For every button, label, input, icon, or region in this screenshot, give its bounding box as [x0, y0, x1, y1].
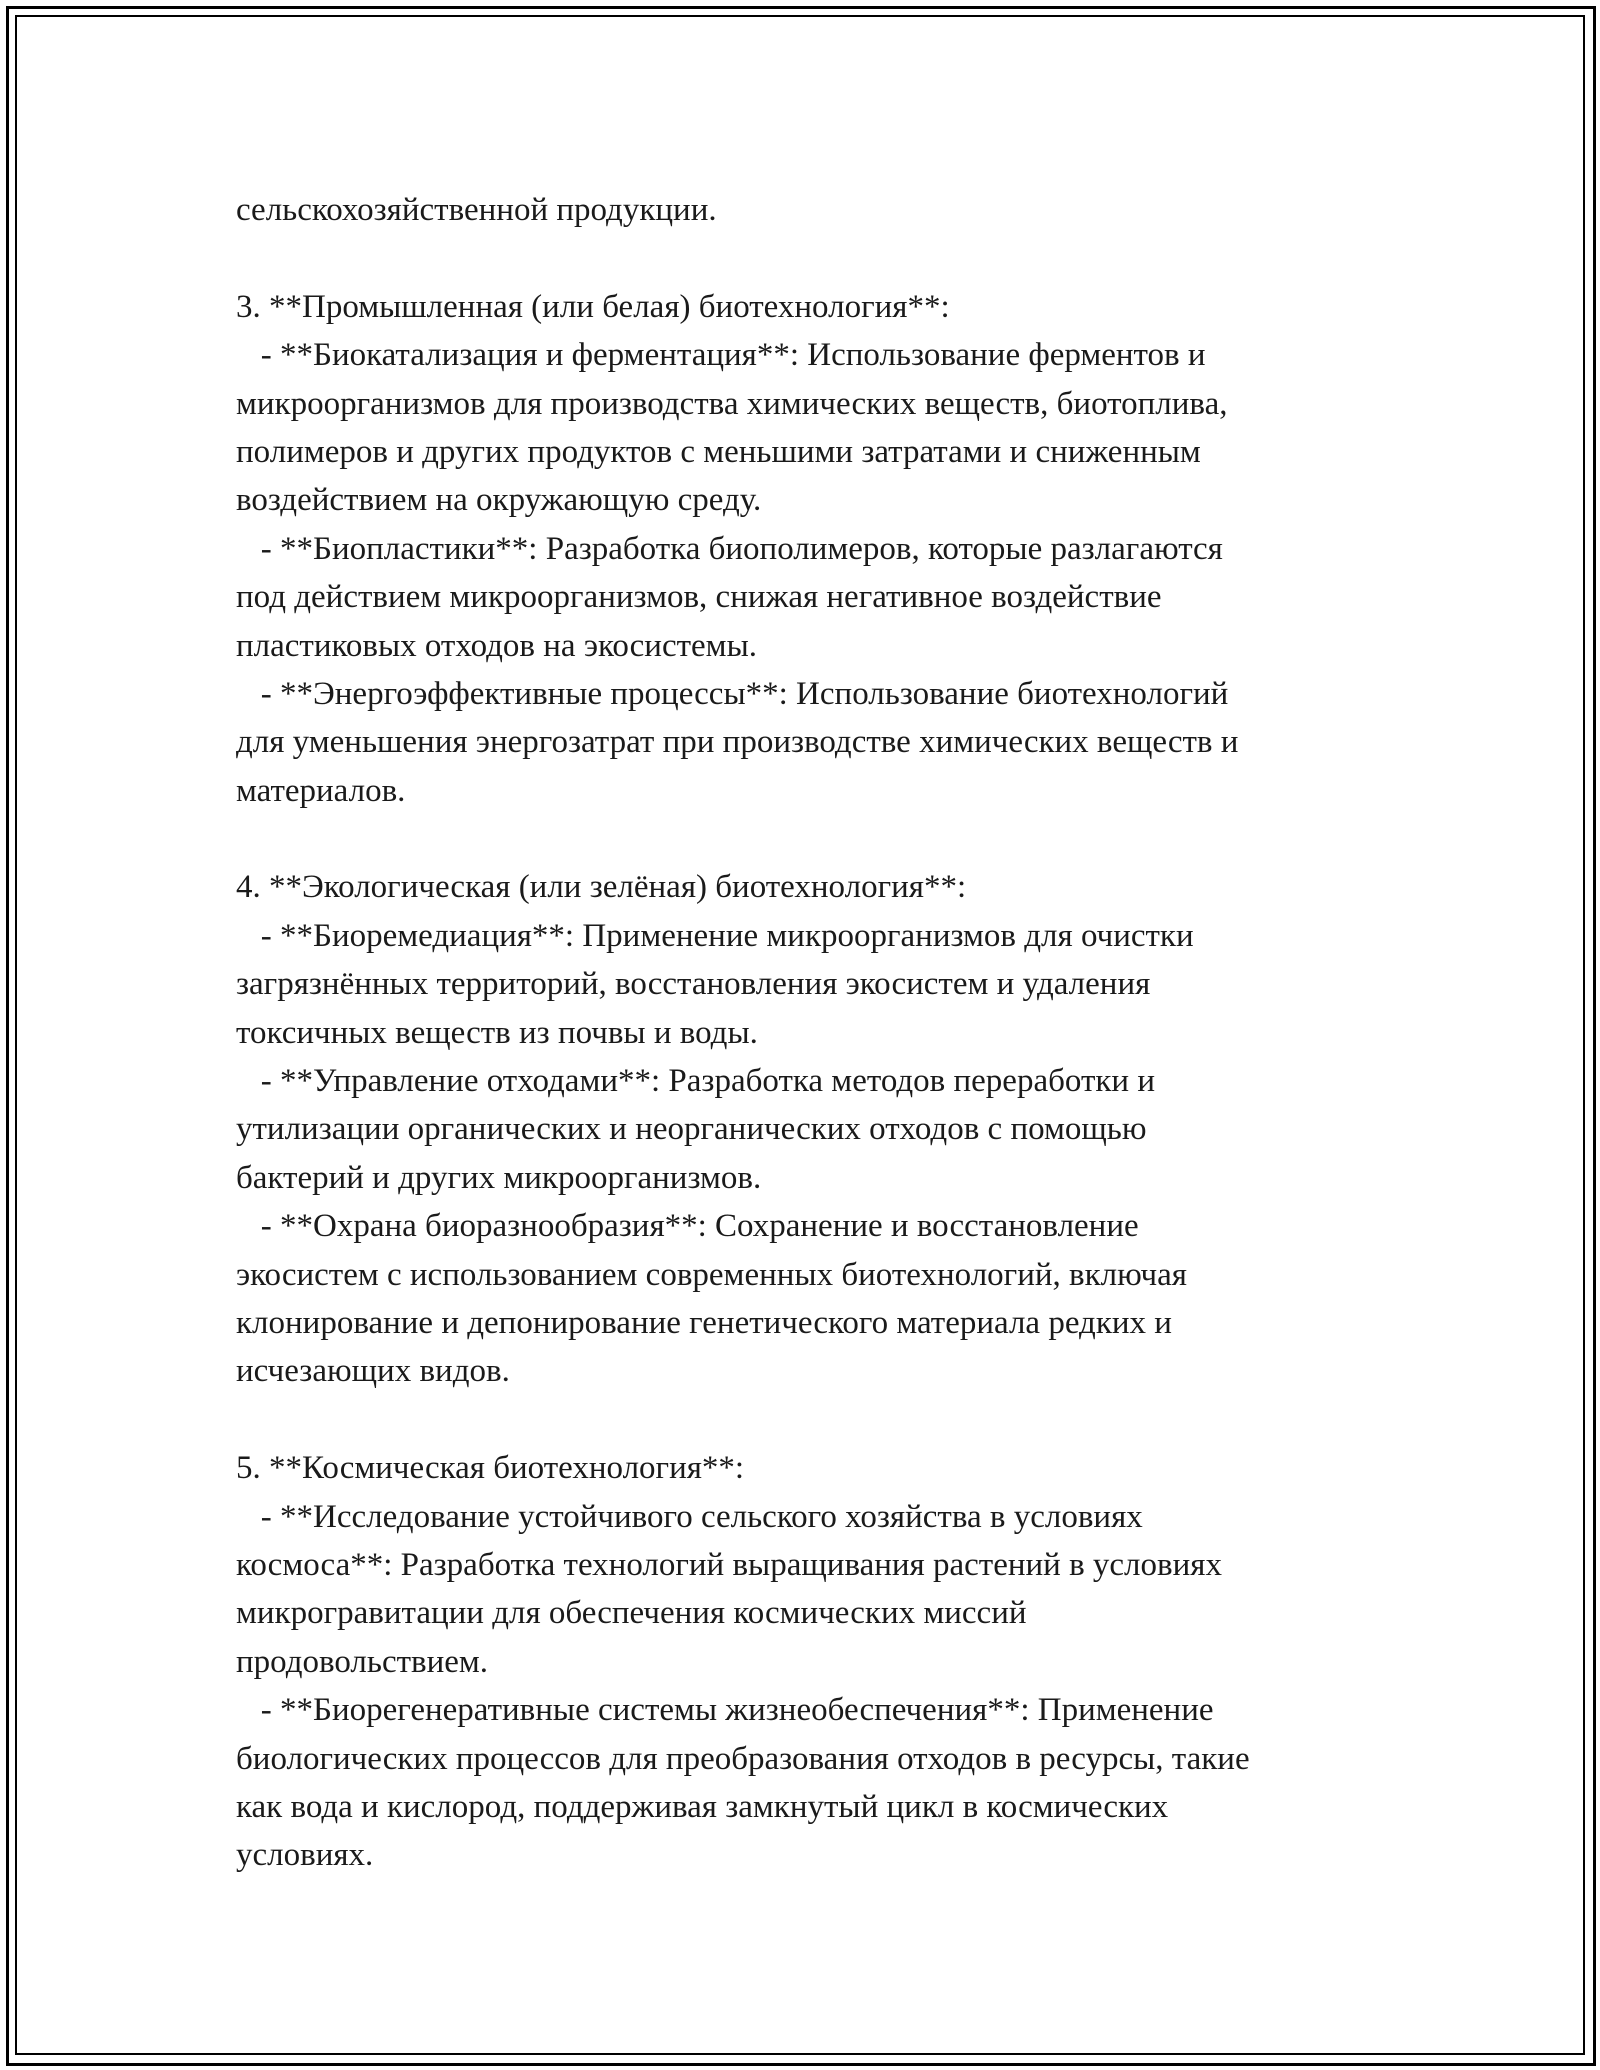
text-line: - **Охрана биоразнообразия**: Сохранение и восстановление [236, 1208, 1139, 1245]
text-line: биологических процессов для преобразования отходов в ресурсы, такие [236, 1740, 1250, 1777]
text-line: - **Биопластики**: Разработка биополимеров, которые разлагаются [236, 530, 1223, 567]
text-line: исчезающих видов. [236, 1353, 510, 1390]
text-line: утилизации органических и неорганических отходов с помощью [236, 1111, 1147, 1148]
text-line: воздействием на окружающую среду. [236, 482, 762, 519]
text-line: как вода и кислород, поддерживая замкнутый цикл в космических [236, 1788, 1169, 1825]
text-line: - **Биорегенеративные системы жизнеобеспечения**: Применение [236, 1692, 1214, 1729]
text-line: под действием микроорганизмов, снижая негативное воздействие [236, 579, 1162, 616]
text-line: микрогравитации для обеспечения космических миссий [236, 1595, 1027, 1632]
text-line: - **Исследование устойчивого сельского хозяйства в условиях [236, 1498, 1143, 1535]
text-line: микроорганизмов для производства химических веществ, биотоплива, [236, 385, 1228, 422]
text-line: экосистем с использованием современных биотехнологий, включая [236, 1256, 1187, 1293]
text-line: пластиковых отходов на экосистемы. [236, 627, 757, 664]
text-line: продовольствием. [236, 1643, 489, 1680]
text-line: материалов. [236, 772, 406, 809]
text-line: - **Биоремедиация**: Применение микроорганизмов для очистки [236, 917, 1194, 954]
text-line: сельскохозяйственной продукции. [236, 192, 717, 228]
blank-line [236, 234, 1376, 282]
text-line: полимеров и других продуктов с меньшими затратами и сниженным [236, 433, 1201, 470]
text-line: космоса**: Разработка технологий выращивания растений в условиях [236, 1546, 1222, 1583]
text-line: 4. **Экологическая (или зелёная) биотехнология**: [236, 869, 967, 906]
text-line: условиях. [236, 1837, 374, 1874]
text-line: токсичных веществ из почвы и воды. [236, 1014, 758, 1051]
text-line: - **Энергоэффективные процессы**: Использование биотехнологий [236, 675, 1229, 712]
text-line: для уменьшения энергозатрат при производстве химических веществ и [236, 724, 1239, 761]
text-line: 3. **Промышленная (или белая) биотехнология**: [236, 288, 950, 325]
text-line: - **Биокатализация и ферментация**: Использование ферментов и [236, 337, 1206, 374]
text-line: бактерий и других микроорганизмов. [236, 1159, 762, 1196]
text-line: клонирование и депонирование генетического материала редких и [236, 1304, 1172, 1341]
text-line: - **Управление отходами**: Разработка методов переработки и [236, 1063, 1155, 1100]
text-line: загрязнённых территорий, восстановления экосистем и удаления [236, 966, 1151, 1003]
document-body [236, 186, 1376, 1880]
blank-line [236, 1396, 1376, 1444]
blank-line [236, 815, 1376, 863]
text-line: 5. **Космическая биотехнология**: [236, 1450, 745, 1487]
